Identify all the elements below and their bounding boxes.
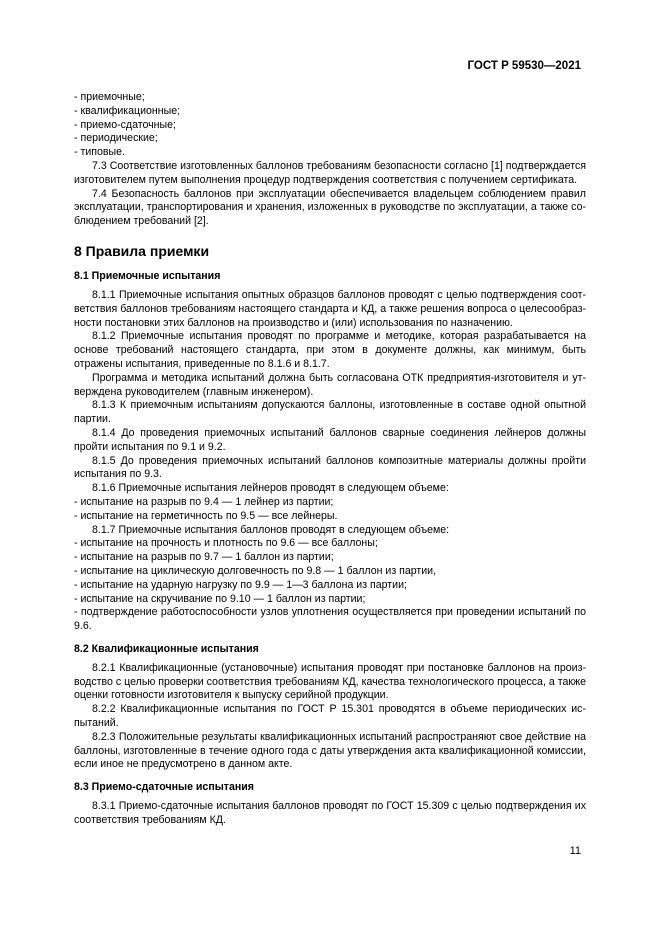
- paragraph-8-1-7: 8.1.7 Приемочные испытания баллонов проводят в следующем объеме:: [92, 523, 450, 536]
- subsection-8-2-title: 8.2 Квалификационные испытания: [74, 642, 259, 655]
- list-item: - испытание на разрыв по 9.7 — 1 баллон из партии;: [74, 551, 334, 564]
- list-item: - испытание на скручивание по 9.10 — 1 баллон из партии;: [74, 592, 366, 605]
- paragraph-8-2-3: 8.2.3 Положительные результаты квалификационных испытаний распространяют свое действие на баллоны, изготовленные в течение одного года с даты утверждения акта квалификационной комиссии, если иное не предусмотрено в данном акте.: [74, 730, 586, 771]
- paragraph-8-2-1: 8.2.1 Квалификационные (установочные) испытания проводят при постановке баллонов на производство с целью проверки соответствия требованиям КД, качества технологического процесса, а также оценки готовности изготовителя к выпуску серийной продукции.: [74, 661, 586, 702]
- list-item: - периодические;: [74, 132, 158, 145]
- list-item: - подтверждение работоспособности узлов уплотнения осуществляется при проведении испытаний по 9.6.: [74, 606, 586, 633]
- paragraph-8-3-1: 8.3.1 Приемо-сдаточные испытания баллонов проводят по ГОСТ 15.309 с целью подтверждения их соответствия требованиям КД.: [74, 800, 586, 827]
- paragraph-8-1-6: 8.1.6 Приемочные испытания лейнеров проводят в следующем объеме:: [92, 482, 449, 495]
- paragraph-8-1-4: 8.1.4 До проведения приемочных испытаний баллонов сварные соединения лейнеров должны пройти испытания по 9.1 и 9.2.: [74, 426, 586, 453]
- list-item: - приемочные;: [74, 91, 145, 103]
- list-item: - испытание на ударную нагрузку по 9.9 — 1—3 баллона из партии;: [74, 578, 407, 591]
- paragraph-8-1-1: 8.1.1 Приемочные испытания опытных образцов баллонов проводят с целью подтверждения соответствия баллонов требованиям настоящего стандарта и КД, а также решения вопроса о целесообразности постановки этих баллонов на производство и (или) использования по назначению.: [74, 288, 586, 329]
- paragraph-8-1-5: 8.1.5 До проведения приемочных испытаний баллонов композитные материалы должны пройти испытания по 9.3.: [74, 454, 586, 481]
- subsection-8-1-title: 8.1 Приемочные испытания: [74, 269, 221, 282]
- paragraph-8-1-3: 8.1.3 К приемочным испытаниям допускаются баллоны, изготовленные в составе одной опытной партии.: [74, 399, 586, 426]
- list-item: - типовые.: [74, 146, 125, 159]
- paragraph-7-3: 7.3 Соответствие изготовленных баллонов требованиям безопасности согласно [1] подтверждается изготовителем путем выполнения процедур подтверждения соответствия с получением сертификата.: [74, 159, 586, 186]
- list-item: - испытание на прочность и плотность по 9.6 — все баллоны;: [74, 537, 378, 550]
- paragraph-8-1-2: 8.1.2 Приемочные испытания проводят по программе и методике, которая разрабатывается на основе требований настоящего стандарта, при этом в документе должны, как минимум, быть отражены испытания, приведенные по 8.1.6 и 8.1.7.: [74, 330, 586, 370]
- list-item: - приемо-сдаточные;: [74, 118, 176, 131]
- page-number: 11: [569, 845, 581, 857]
- list-item: - испытание на разрыв по 9.4 — 1 лейнер из партии;: [74, 495, 334, 508]
- paragraph-7-4: 7.4 Безопасность баллонов при эксплуатации обеспечивается владельцем соблюдением правил эксплуатации, транспортирования и хранения, изложенных в руководстве по эксплуатации, а также соблюдением требований [2].: [74, 187, 586, 228]
- list-item: - испытание на герметичность по 9.5 — все лейнеры.: [74, 509, 338, 522]
- section-8-title: 8 Правила приемки: [74, 242, 210, 259]
- list-item: - квалификационные;: [74, 104, 181, 117]
- page-content: [74, 91, 586, 828]
- paragraph-8-1-2-b: Программа и методика испытаний должна быть согласована ОТК предприятия-изготовителя и утверждена руководителем (главным инженером).: [74, 371, 586, 398]
- document-code-header: ГОСТ Р 59530—2021: [467, 60, 581, 72]
- paragraph-8-2-2: 8.2.2 Квалификационные испытания по ГОСТ Р 15.301 проводятся в объеме периодических испытаний.: [74, 703, 586, 730]
- list-item: - испытание на циклическую долговечность по 9.8 — 1 баллон из партии,: [74, 564, 437, 577]
- subsection-8-3-title: 8.3 Приемо-сдаточные испытания: [74, 781, 254, 794]
